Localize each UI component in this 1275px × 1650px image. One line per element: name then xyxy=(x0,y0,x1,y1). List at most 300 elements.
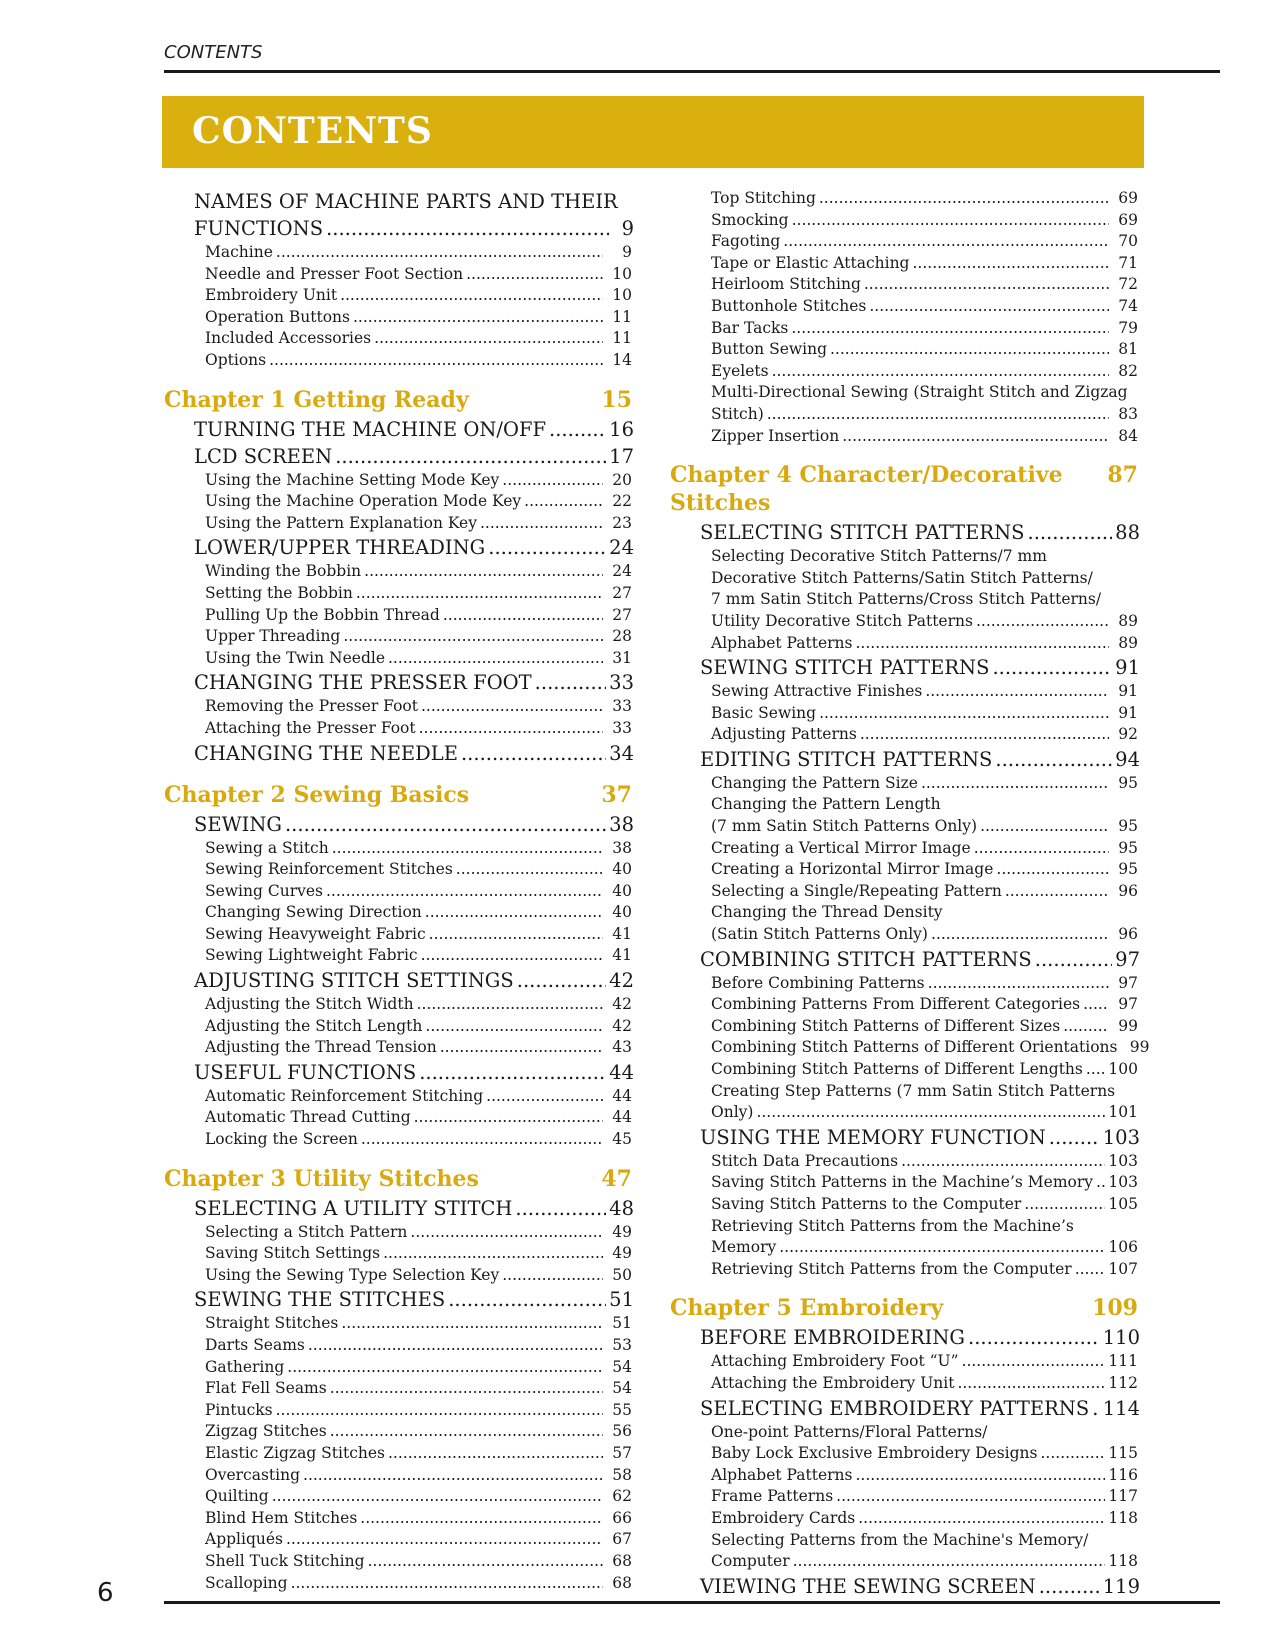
dot-leader xyxy=(486,1086,603,1108)
dot-leader xyxy=(414,1107,603,1129)
chapter-heading[interactable] xyxy=(164,1165,634,1193)
toc-entry-page: 117 xyxy=(1108,1487,1138,1506)
chapter-title: Chapter 2 Sewing Basics xyxy=(164,781,470,808)
toc-entry-page: 69 xyxy=(1118,210,1138,229)
toc-entry-page: 115 xyxy=(1108,1444,1138,1463)
dot-leader xyxy=(421,945,603,967)
dot-leader xyxy=(356,583,603,605)
dot-leader xyxy=(767,404,1109,426)
toc-entry-page: 9 xyxy=(622,243,632,261)
toc-subsection-entry[interactable] xyxy=(670,1373,1140,1395)
toc-entry-label: Fagoting xyxy=(711,232,781,251)
toc-entry-page: 91 xyxy=(1115,656,1140,680)
toc-entry-label: SELECTING A UTILITY STITCH xyxy=(194,1196,513,1220)
toc-entry-label: Alphabet Patterns xyxy=(711,1465,853,1484)
dot-leader xyxy=(360,1508,603,1530)
toc-subsection-entry[interactable] xyxy=(164,1486,634,1508)
toc-entry-page: 62 xyxy=(612,1487,632,1506)
toc-entry-page: 81 xyxy=(1118,340,1138,359)
toc-entry-label: Automatic Thread Cutting xyxy=(205,1108,411,1127)
toc-subsection-entry[interactable] xyxy=(670,1465,1140,1487)
toc-entry-label: SEWING xyxy=(194,812,282,836)
toc-section-entry[interactable] xyxy=(164,1059,634,1086)
toc-entry-label: Blind Hem Stitches xyxy=(205,1508,358,1527)
toc-entry-label: Straight Stitches xyxy=(205,1314,339,1333)
dot-leader xyxy=(996,859,1109,881)
toc-subsection-entry[interactable] xyxy=(670,318,1140,340)
toc-subsection-entry[interactable] xyxy=(670,188,1140,210)
dot-leader xyxy=(502,470,603,492)
toc-subsection-entry[interactable] xyxy=(670,253,1140,275)
toc-section-entry[interactable] xyxy=(164,534,634,561)
toc-entry-page: 95 xyxy=(1118,773,1138,792)
chapter-heading[interactable] xyxy=(670,461,1140,517)
toc-entry-label: CHANGING THE NEEDLE xyxy=(194,741,458,765)
page-number: 6 xyxy=(97,1578,114,1608)
toc-subsection-entry[interactable] xyxy=(164,1421,634,1443)
toc-subsection-entry[interactable] xyxy=(670,994,1140,1016)
toc-subsection-entry[interactable] xyxy=(164,1107,634,1129)
toc-subsection-entry[interactable] xyxy=(164,1243,634,1265)
toc-subsection-entry[interactable] xyxy=(670,210,1140,232)
toc-subsection-entry[interactable] xyxy=(164,1508,634,1530)
toc-entry-page: 92 xyxy=(1118,725,1138,744)
toc-subsection-entry[interactable] xyxy=(164,1129,634,1151)
toc-subsection-entry[interactable] xyxy=(670,611,1140,633)
toc-entry-label: LCD SCREEN xyxy=(194,444,333,468)
toc-subsection-entry[interactable] xyxy=(670,1486,1140,1508)
toc-subsection-entry[interactable] xyxy=(670,274,1140,296)
toc-entry-label: Sewing Reinforcement Stitches xyxy=(205,860,453,879)
chapter-heading[interactable] xyxy=(164,781,634,809)
toc-subsection-entry[interactable] xyxy=(670,1508,1140,1530)
toc-entry-page: 42 xyxy=(609,969,634,993)
toc-subsection-entry[interactable] xyxy=(164,859,634,881)
toc-entry-page: 91 xyxy=(1118,682,1138,701)
toc-section-entry[interactable] xyxy=(670,1573,1140,1600)
toc-subsection-entry[interactable] xyxy=(164,902,634,924)
toc-entry-page: 31 xyxy=(612,648,632,667)
toc-subsection-entry[interactable] xyxy=(164,1037,634,1059)
toc-entry-label: Only) xyxy=(711,1103,754,1122)
dot-leader xyxy=(440,1037,603,1059)
dot-leader xyxy=(819,703,1109,725)
toc-subsection-entry[interactable] xyxy=(164,605,634,627)
dot-leader xyxy=(429,924,603,946)
toc-subsection-entry[interactable] xyxy=(164,561,634,583)
toc-entry-page: 51 xyxy=(609,1288,634,1312)
toc-entry-label: Before Combining Patterns xyxy=(711,973,925,992)
toc-section-entry[interactable] xyxy=(164,1286,634,1313)
dot-leader xyxy=(419,1059,606,1086)
toc-subsection-entry[interactable] xyxy=(164,583,634,605)
chapter-page: 15 xyxy=(601,386,632,413)
toc-subsection-entry[interactable] xyxy=(670,724,1140,746)
toc-entry-label: Combining Stitch Patterns of Different Orientations xyxy=(711,1038,1118,1057)
dot-leader xyxy=(1092,1395,1100,1422)
dot-leader xyxy=(502,1265,603,1287)
toc-entry-page: 9 xyxy=(621,217,634,240)
toc-entry-page: 96 xyxy=(1118,925,1138,944)
toc-entry-label: SELECTING STITCH PATTERNS xyxy=(700,521,1025,545)
dot-leader xyxy=(388,1443,603,1465)
toc-entry-page: 41 xyxy=(612,946,632,965)
dot-leader xyxy=(1083,994,1109,1016)
toc-subsection-entry[interactable] xyxy=(164,718,634,740)
toc-subsection-entry[interactable] xyxy=(670,703,1140,725)
dot-leader xyxy=(957,1373,1105,1395)
toc-entry-label: Pintucks xyxy=(205,1400,273,1419)
toc-entry-page: 97 xyxy=(1118,995,1138,1014)
toc-entry-page: 40 xyxy=(612,881,632,900)
toc-subsection-entry[interactable] xyxy=(670,1059,1140,1081)
dot-leader xyxy=(992,654,1112,681)
toc-subsection-entry[interactable] xyxy=(164,513,634,535)
toc-entry-page: 114 xyxy=(1102,1396,1140,1420)
chapter-page: 87 xyxy=(1107,462,1138,489)
dot-leader xyxy=(1086,1059,1106,1081)
toc-entry-page: 43 xyxy=(612,1038,632,1057)
toc-subsection-entry[interactable] xyxy=(164,242,634,264)
toc-subsection-entry[interactable] xyxy=(670,1102,1140,1124)
toc-entry-page: 28 xyxy=(612,627,632,646)
toc-subsection-entry[interactable] xyxy=(670,1194,1140,1216)
chapter-heading[interactable] xyxy=(670,1294,1140,1322)
toc-right-column xyxy=(670,188,1150,1600)
toc-section-entry[interactable] xyxy=(670,654,1140,681)
toc-section-entry[interactable] xyxy=(670,1124,1140,1151)
toc-entry-label: VIEWING THE SEWING SCREEN xyxy=(700,1574,1036,1598)
toc-entry-page: 99 xyxy=(1129,1038,1150,1057)
toc-entry-page: 27 xyxy=(612,605,632,624)
toc-entry-label: Selecting a Single/Repeating Pattern xyxy=(711,881,1002,900)
toc-entry-page: 14 xyxy=(612,350,632,369)
toc-subsection-entry[interactable] xyxy=(164,1400,634,1422)
toc-subsection-entry[interactable] xyxy=(670,1016,1140,1038)
chapter-heading[interactable] xyxy=(164,386,634,414)
chapter-title: Chapter 1 Getting Ready xyxy=(164,386,469,413)
toc-subsection-entry[interactable] xyxy=(670,773,1140,795)
toc-subsection-entry[interactable] xyxy=(164,945,634,967)
toc-entry-label: Appliqués xyxy=(205,1530,283,1549)
toc-subsection-entry[interactable] xyxy=(164,1086,634,1108)
dot-leader xyxy=(286,1529,603,1551)
toc-subsection-entry[interactable] xyxy=(164,264,634,286)
toc-entry-label: Baby Lock Exclusive Embroidery Designs xyxy=(711,1444,1038,1463)
toc-subsection-entry[interactable] xyxy=(164,328,634,350)
dot-leader xyxy=(461,740,606,767)
dot-leader xyxy=(343,626,603,648)
toc-subsection-entry[interactable] xyxy=(670,1172,1140,1194)
toc-entry-page: 68 xyxy=(612,1551,632,1570)
dot-leader xyxy=(756,1102,1105,1124)
dot-leader xyxy=(860,724,1109,746)
toc-entry-page: 24 xyxy=(609,536,634,560)
dot-leader xyxy=(928,973,1109,995)
toc-subsection-entry[interactable] xyxy=(164,285,634,307)
toc-entry-label: Overcasting xyxy=(205,1465,301,1484)
toc-entry-label: SELECTING EMBROIDERY PATTERNS xyxy=(700,1396,1090,1420)
toc-subsection-entry[interactable] xyxy=(670,1237,1140,1259)
toc-entry-text: Decorative Stitch Patterns/Satin Stitch Patterns/ xyxy=(711,568,1093,587)
toc-subsection-entry[interactable] xyxy=(670,973,1140,995)
running-header: CONTENTS xyxy=(164,42,263,63)
chapter-title: Chapter 4 Character/Decorative Stitches xyxy=(670,462,1063,517)
toc-entry-page: 57 xyxy=(612,1443,632,1462)
dot-leader xyxy=(383,1243,603,1265)
dot-leader xyxy=(974,838,1109,860)
toc-subsection-entry[interactable] xyxy=(164,1357,634,1379)
toc-subsection-entry[interactable] xyxy=(670,426,1140,448)
toc-entry-label: Adjusting the Stitch Width xyxy=(205,995,414,1014)
toc-subsection-entry[interactable] xyxy=(670,1443,1140,1465)
toc-entry-page: 101 xyxy=(1108,1103,1138,1122)
toc-entry-label: Changing the Pattern Size xyxy=(711,773,918,792)
toc-entry-page: 89 xyxy=(1118,633,1138,652)
dot-leader xyxy=(448,1286,606,1313)
toc-entry-label: Sewing Curves xyxy=(205,881,323,900)
toc-entry-page: 42 xyxy=(612,1016,632,1035)
toc-entry-page: 33 xyxy=(612,718,632,737)
toc-subsection-entry[interactable] xyxy=(164,1529,634,1551)
dot-leader xyxy=(962,1351,1106,1373)
dot-leader xyxy=(330,1378,603,1400)
toc-entry-label: Alphabet Patterns xyxy=(711,633,853,652)
dot-leader xyxy=(425,1016,603,1038)
toc-section-entry[interactable] xyxy=(670,946,1140,973)
toc-subsection-entry[interactable] xyxy=(164,994,634,1016)
toc-entry-page: 103 xyxy=(1108,1173,1138,1192)
toc-entry-page: 27 xyxy=(612,583,632,602)
toc-entry-label: Shell Tuck Stitching xyxy=(205,1551,365,1570)
dot-leader xyxy=(836,1486,1105,1508)
toc-section-entry[interactable] xyxy=(164,416,634,443)
toc-subsection-entry[interactable] xyxy=(164,881,634,903)
dot-leader xyxy=(374,328,603,350)
dot-leader xyxy=(335,443,606,470)
toc-entry-label: Selecting a Stitch Pattern xyxy=(205,1222,408,1241)
toc-entry-page: 20 xyxy=(612,470,632,489)
toc-subsection-entry[interactable] xyxy=(164,470,634,492)
toc-entry-page: 83 xyxy=(1118,404,1138,423)
toc-entry-label: Options xyxy=(205,350,267,369)
toc-entry-page: 66 xyxy=(612,1508,632,1527)
toc-entry-label: BEFORE EMBROIDERING xyxy=(700,1326,965,1350)
toc-entry-page: 107 xyxy=(1108,1259,1138,1278)
toc-entry-label: Sewing Attractive Finishes xyxy=(711,682,923,701)
toc-subsection-entry[interactable] xyxy=(164,1551,634,1573)
dot-leader xyxy=(326,881,603,903)
toc-entry-label: Adjusting the Thread Tension xyxy=(205,1038,437,1057)
dot-leader xyxy=(1041,1443,1106,1465)
toc-subsection-entry[interactable] xyxy=(164,648,634,670)
toc-entry-label: CHANGING THE PRESSER FOOT xyxy=(194,671,532,695)
banner-title: CONTENTS xyxy=(192,110,433,152)
toc-subsection-entry[interactable] xyxy=(164,491,634,513)
toc-subsection-entry[interactable] xyxy=(164,1378,634,1400)
dot-leader xyxy=(1096,1172,1105,1194)
toc-entry-label: Computer xyxy=(711,1552,790,1571)
toc-subsection-entry[interactable] xyxy=(670,924,1140,946)
dot-leader xyxy=(488,534,606,561)
chapter-page: 37 xyxy=(601,781,632,808)
toc-entry-label: LOWER/UPPER THREADING xyxy=(194,536,486,560)
toc-entry-page: 71 xyxy=(1118,253,1138,272)
toc-subsection-entry[interactable] xyxy=(164,924,634,946)
toc-entry-label: Basic Sewing xyxy=(711,703,817,722)
toc-entry-page: 97 xyxy=(1118,973,1138,992)
toc-entry-page: 23 xyxy=(612,513,632,532)
toc-entry-label: Sewing Heavyweight Fabric xyxy=(205,924,426,943)
toc-subsection-entry[interactable] xyxy=(670,881,1140,903)
toc-subsection-entry[interactable] xyxy=(670,231,1140,253)
toc-entry-label: Darts Seams xyxy=(205,1336,305,1354)
toc-subsection-entry[interactable] xyxy=(670,1259,1140,1281)
toc-entry-page: 70 xyxy=(1118,232,1138,251)
toc-subsection-entry[interactable] xyxy=(164,1573,634,1595)
toc-entry-page: 11 xyxy=(612,329,632,348)
toc-entry-page: 50 xyxy=(612,1265,632,1284)
toc-section-entry[interactable] xyxy=(670,519,1140,546)
dot-leader xyxy=(353,307,603,329)
toc-entry-label: SEWING THE STITCHES xyxy=(194,1288,446,1312)
toc-subsection-entry[interactable] xyxy=(164,1443,634,1465)
toc-entry-label: Retrieving Stitch Patterns from the Computer xyxy=(711,1259,1072,1278)
footer-rule xyxy=(164,1601,1220,1604)
dot-leader xyxy=(332,838,603,860)
toc-entry-text: Changing the Thread Density xyxy=(711,903,943,922)
dot-leader xyxy=(276,242,603,264)
toc-entry-label: Smocking xyxy=(711,210,789,229)
toc-entry-label: Zipper Insertion xyxy=(711,426,840,445)
dot-leader xyxy=(517,967,606,994)
toc-subsection-entry[interactable] xyxy=(670,1351,1140,1373)
toc-section-entry[interactable] xyxy=(164,811,634,838)
toc-subsection-entry[interactable] xyxy=(670,339,1140,361)
toc-section-entry[interactable] xyxy=(164,669,634,696)
toc-entry-page: 44 xyxy=(612,1108,632,1127)
toc-entry-text: Selecting Patterns from the Machine's Memory/ xyxy=(711,1530,1089,1549)
toc-subsection-entry[interactable] xyxy=(164,838,634,860)
toc-subsection-entry[interactable] xyxy=(670,859,1140,881)
toc-entry-page: 55 xyxy=(612,1400,632,1419)
toc-section-entry[interactable] xyxy=(164,740,634,767)
toc-subsection-entry[interactable] xyxy=(670,361,1140,383)
toc-subsection-entry[interactable] xyxy=(670,404,1140,426)
toc-subsection-entry[interactable] xyxy=(164,1465,634,1487)
chapter-title: Chapter 3 Utility Stitches xyxy=(164,1165,479,1192)
toc-entry-page: 118 xyxy=(1108,1508,1138,1527)
dot-leader xyxy=(410,1222,603,1244)
toc-subsection-entry[interactable] xyxy=(670,296,1140,318)
toc-entry-page: 97 xyxy=(1115,947,1140,971)
toc-entry-page: 40 xyxy=(612,903,632,922)
toc-entry-page: 48 xyxy=(609,1196,634,1220)
toc-entry-page: 40 xyxy=(612,860,632,879)
dot-leader xyxy=(417,994,603,1016)
toc-entry-label: Tape or Elastic Attaching xyxy=(711,253,910,272)
toc-entry-text: Retrieving Stitch Patterns from the Machine’s xyxy=(711,1216,1074,1235)
toc-section-entry[interactable] xyxy=(164,1195,634,1222)
dot-leader xyxy=(524,491,603,513)
toc-entry-page: 112 xyxy=(1108,1373,1138,1392)
dot-leader xyxy=(931,924,1109,946)
toc-entry-page: 103 xyxy=(1102,1125,1140,1149)
toc-section-entry[interactable] xyxy=(670,746,1140,773)
toc-subsection-entry[interactable] xyxy=(670,1151,1140,1173)
toc-entry-label: Gathering xyxy=(205,1357,285,1376)
toc-entry-page: 94 xyxy=(1115,747,1140,771)
toc-entry-page: 68 xyxy=(612,1573,632,1592)
toc-subsection-entry[interactable] xyxy=(164,307,634,329)
dot-leader xyxy=(291,1573,603,1595)
dot-leader xyxy=(856,633,1110,655)
toc-subsection-entry[interactable] xyxy=(164,1222,634,1244)
toc-entry-label: SEWING STITCH PATTERNS xyxy=(700,656,990,680)
toc-entry-label: Removing the Presser Foot xyxy=(205,697,418,716)
dot-leader xyxy=(308,1335,603,1357)
toc-entry-label: (Satin Stitch Patterns Only) xyxy=(711,925,928,944)
toc-subsection-entry[interactable] xyxy=(164,1016,634,1038)
toc-entry-label: Elastic Zigzag Stitches xyxy=(205,1443,385,1462)
toc-subsection-entry[interactable] xyxy=(670,681,1140,703)
dot-leader xyxy=(285,811,606,838)
dot-leader xyxy=(869,296,1109,318)
toc-subsection-entry[interactable] xyxy=(670,838,1140,860)
dot-leader xyxy=(779,1237,1105,1259)
toc-entry-label: Saving Stitch Patterns in the Machine’s Memory xyxy=(711,1173,1094,1192)
dot-leader xyxy=(1039,1573,1100,1600)
toc-entry-page: 10 xyxy=(612,286,632,305)
toc-entry-label: Winding the Bobbin xyxy=(205,562,362,581)
toc-subsection-entry[interactable] xyxy=(670,1037,1150,1059)
toc-section-entry[interactable] xyxy=(164,967,634,994)
toc-section-entry[interactable] xyxy=(164,443,634,470)
toc-entry-page: 17 xyxy=(609,444,634,468)
toc-entry-page: 10 xyxy=(612,264,632,283)
toc-entry-text: Creating Step Patterns (7 mm Satin Stitch Patterns xyxy=(711,1081,1116,1100)
dot-leader xyxy=(921,773,1109,795)
toc-subsection-entry[interactable] xyxy=(164,1265,634,1287)
toc-section-entry[interactable] xyxy=(670,1324,1140,1351)
toc-entry-label: Zigzag Stitches xyxy=(205,1422,327,1441)
toc-subsection-entry[interactable] xyxy=(670,816,1140,838)
toc-subsection-entry[interactable] xyxy=(164,696,634,718)
toc-subsection-entry[interactable] xyxy=(670,1551,1140,1573)
dot-leader xyxy=(368,1551,604,1573)
toc-entry-label: Pulling Up the Bobbin Thread xyxy=(205,605,440,624)
chapter-title: Chapter 5 Embroidery xyxy=(670,1295,944,1322)
toc-subsection-entry[interactable] xyxy=(670,633,1140,655)
toc-entry-label: Attaching the Embroidery Unit xyxy=(711,1373,955,1392)
dot-leader xyxy=(388,648,603,670)
toc-section-entry[interactable] xyxy=(164,215,634,242)
toc-subsection-entry[interactable] xyxy=(164,1335,634,1357)
toc-entry-label: Changing Sewing Direction xyxy=(205,903,422,922)
toc-entry-label: Eyelets xyxy=(711,361,769,380)
toc-entry-label: Saving Stitch Patterns to the Computer xyxy=(711,1194,1022,1213)
toc-entry-page: 49 xyxy=(612,1222,632,1241)
toc-section-entry[interactable] xyxy=(670,1395,1140,1422)
toc-subsection-entry[interactable] xyxy=(164,350,634,372)
toc-subsection-entry[interactable] xyxy=(164,626,634,648)
toc-entry-label: FUNCTIONS xyxy=(194,217,324,240)
dot-leader xyxy=(1005,881,1109,903)
toc-entry-label: Included Accessories xyxy=(205,329,372,348)
toc-subsection-entry[interactable] xyxy=(164,1313,634,1335)
toc-entry-page: 88 xyxy=(1115,521,1140,545)
toc-entry-label: Adjusting the Stitch Length xyxy=(205,1016,423,1035)
